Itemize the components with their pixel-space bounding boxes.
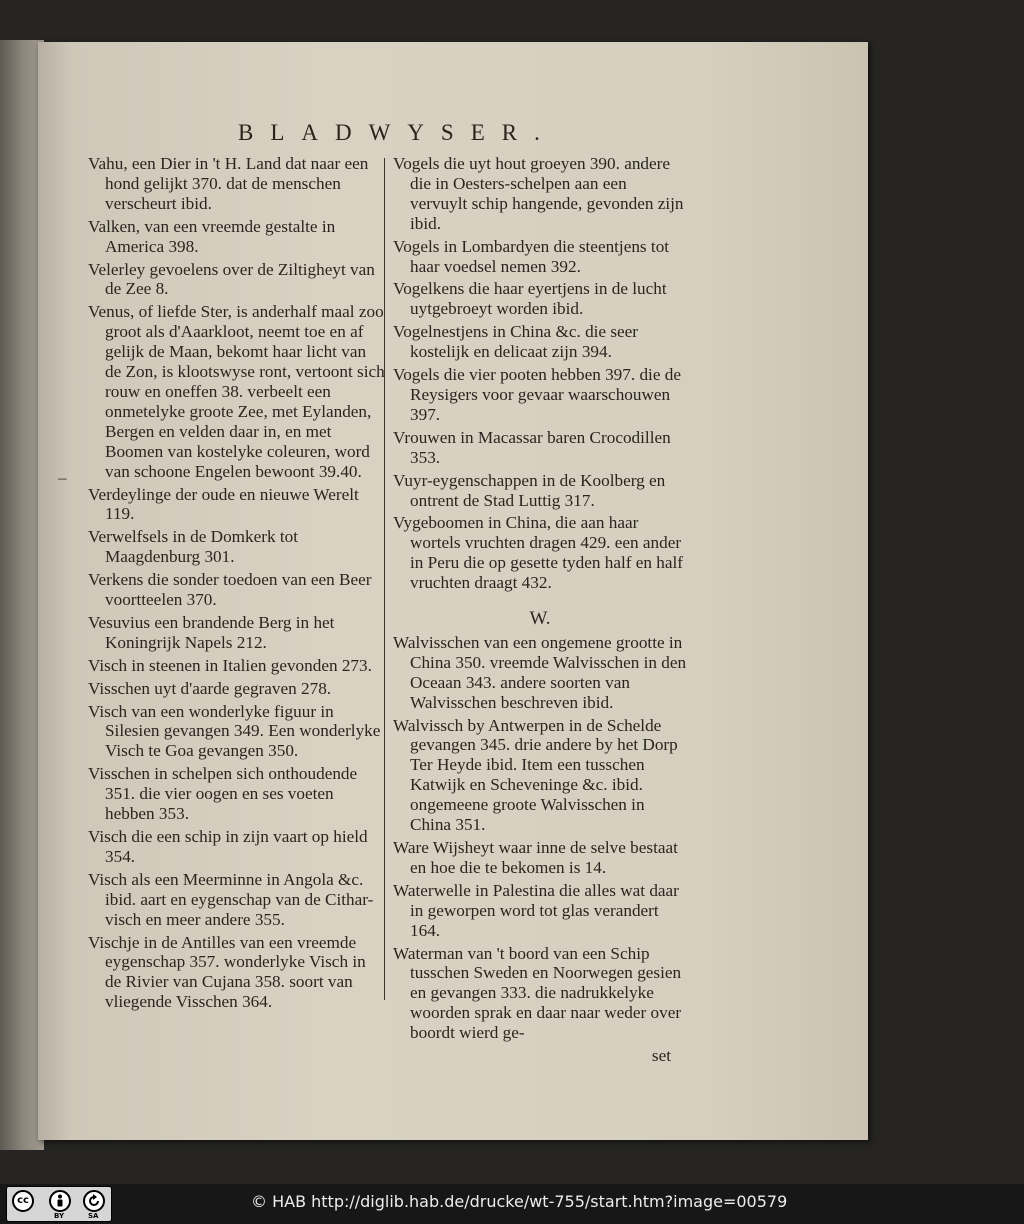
share-alike-icon	[83, 1190, 105, 1212]
index-entry: Visch als een Meerminne in Angola &c. ibid. aart en eygenschap van de Cithar-visch en meer andere 355.	[88, 869, 374, 929]
index-entry: Verwelfsels in de Domkerk tot Maagdenburg 301.	[88, 527, 299, 567]
index-entry: Valken, van een vreemde gestalte in America 398.	[88, 216, 336, 256]
index-entry: Walvissch by Antwerpen in de Schelde gevangen 345. drie andere by het Dorp Ter Heyde ibid. Item een tusschen Katwijk en Scheveninge &c. ibid. ongemeene groote Walvisschen in China 351.	[393, 715, 678, 835]
index-entry: Ware Wijsheyt waar inne de selve bestaat en hoe die te bekomen is 14.	[393, 838, 678, 877]
section-letter: W.	[529, 608, 551, 630]
column-divider	[384, 158, 385, 1000]
index-entry: Visschen uyt d'aarde gegraven 278.	[88, 678, 332, 698]
index-entry: Vesuvius een brandende Berg in het Koningrijk Napels 212.	[88, 612, 335, 652]
index-entry: Vischje in de Antilles van een vreemde eygenschap 357. wonderlyke Visch in de Rivier van Cujana 358. soort van vliegende Visschen 364.	[88, 932, 366, 1012]
cc-sa-label: SA	[88, 1212, 99, 1220]
page-header: BLADWYSER.	[238, 120, 557, 145]
cc-icon: cc	[12, 1190, 34, 1212]
index-entry: Vahu, een Dier in 't H. Land dat naar een hond gelijkt 370. dat de menschen verscheurt ibid.	[88, 154, 369, 213]
copyright-credit: © HAB http://diglib.hab.de/drucke/wt-755/start.htm?image=00579	[251, 1192, 788, 1211]
attribution-icon	[49, 1190, 71, 1212]
index-entry: Visch die een schip in zijn vaart op hield 354.	[88, 827, 368, 866]
index-entry: Walvisschen van een ongemene grootte in China 350. vreemde Walvisschen in den Oceaan 343. andere soorten van Walvisschen beschreven ibid.	[393, 632, 687, 712]
index-entry: Vygeboomen in China, die aan haar wortels vruchten dragen 429. een ander in Peru die op gesette tyden half en half vruchten draagt 432.	[393, 513, 684, 593]
index-entry: Vogels in Lombardyen die steentjens tot haar voedsel nemen 392.	[393, 236, 670, 276]
margin-mark: –	[58, 468, 67, 487]
index-entry: Venus, of liefde Ster, is anderhalf maal zoo groot als d'Aaarkloot, neemt toe en af gelijk de Maan, bekomt haar licht van de Zon, is klootswyse ront, vertoont sich rouw en oneffen 38. verbeelt een onmetelyke groote Zee, met Eylanden, Bergen en velden daar in, en met Boomen van kostelyke coleuren, word van schoone Engelen bewoont 39.40.	[88, 302, 385, 481]
index-entry: Vogels die vier pooten hebben 397. die de Reysigers voor gevaar waarschouwen 397.	[393, 365, 681, 424]
index-entry: Visch in steenen in Italien gevonden 273.	[88, 655, 372, 675]
index-entry: Waterwelle in Palestina die alles wat daar in geworpen word tot glas verandert 164.	[393, 880, 679, 940]
index-column-left	[88, 154, 386, 1015]
index-entry: Vogels die uyt hout groeyen 390. andere die in Oesters-schelpen aan een vervuylt schip hangende, gevonden zijn ibid.	[393, 154, 684, 233]
index-entry: Verdeylinge der oude en nieuwe Werelt 119.	[88, 484, 359, 524]
index-entry: Visch van een wonderlyke figuur in Silesien gevangen 349. Een wonderlyke Visch te Goa gevangen 350.	[88, 701, 381, 761]
catchword: set	[651, 1046, 671, 1066]
index-entry: Visschen in schelpen sich onthoudende 351. die vier oogen en ses voeten hebben 353.	[88, 764, 358, 824]
index-entry: Velerley gevoelens over de Ziltigheyt van de Zee 8.	[88, 259, 375, 299]
index-entry: Vuyr-eygenschappen in de Koolberg en ontrent de Stad Luttig 317.	[393, 470, 666, 510]
index-column-right	[393, 154, 687, 1066]
cc-license-badge[interactable]	[6, 1186, 112, 1222]
cc-by-label: BY	[54, 1212, 65, 1220]
index-entry: Vrouwen in Macassar baren Crocodillen 353.	[393, 427, 671, 467]
index-entry: Verkens die sonder toedoen van een Beer voortteelen 370.	[88, 570, 372, 610]
index-entry: Vogelnestjens in China &c. die seer kostelijk en delicaat zijn 394.	[393, 322, 639, 362]
index-entry: Vogelkens die haar eyertjens in de lucht uytgebroeyt worden ibid.	[393, 279, 667, 319]
index-entry: Waterman van 't boord van een Schip tusschen Sweden en Noorwegen gesien en gevangen 333. die nadrukkelyke woorden sprak en daar naar weder over boordt wierd ge-	[393, 943, 682, 1043]
